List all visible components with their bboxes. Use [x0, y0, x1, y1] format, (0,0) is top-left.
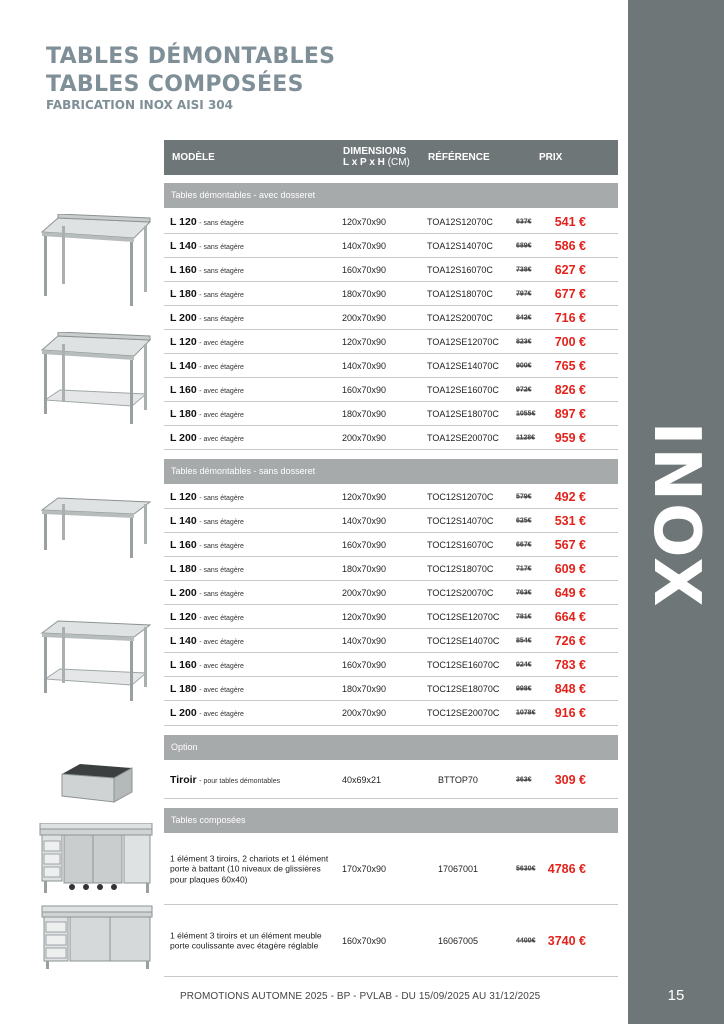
page-title-line1: TABLES DÉMONTABLES	[46, 44, 336, 69]
reference-cell: 17067001	[438, 863, 479, 874]
old-price: 363€	[516, 776, 532, 783]
old-price: 924€	[516, 661, 532, 668]
reference-cell: TOC12S14070C	[427, 515, 494, 526]
header-price: PRIX	[539, 152, 563, 163]
promo-price: 897 €	[554, 406, 586, 421]
dimensions-cell: 120x70x90	[342, 611, 387, 622]
promo-price: 959 €	[554, 430, 586, 445]
table-row	[164, 533, 618, 557]
dimensions-cell: 200x70x90	[342, 587, 387, 598]
promo-price: 826 €	[554, 382, 586, 397]
model-cell: L 120 - sans étagère	[170, 490, 244, 503]
old-price: 1055€	[516, 410, 536, 417]
reference-cell: TOA12SE12070C	[427, 336, 499, 347]
model-cell: L 180 - sans étagère	[170, 562, 244, 575]
footer-promo-text: PROMOTIONS AUTOMNE 2025 - BP - PVLAB - DU 15/09/2025 AU 31/12/2025	[180, 991, 541, 1002]
model-cell: L 160 - avec étagère	[170, 383, 244, 396]
old-price: 1128€	[516, 434, 536, 441]
promo-price: 783 €	[554, 657, 586, 672]
dimensions-cell: 140x70x90	[342, 635, 387, 646]
table-backsplash-image	[38, 214, 152, 310]
reference-cell: 16067005	[438, 935, 479, 946]
dimensions-cell: 160x70x90	[342, 659, 387, 670]
model-cell: Tiroir - pour tables démontables	[170, 773, 281, 786]
header-dimensions-line1: DIMENSIONS	[343, 146, 407, 157]
old-price: 854€	[516, 637, 532, 644]
table-row	[164, 282, 618, 306]
table-row	[164, 557, 618, 581]
model-cell: L 200 - sans étagère	[170, 586, 244, 599]
page-subtitle: FABRICATION INOX AISI 304	[46, 98, 233, 112]
table-row	[164, 306, 618, 330]
model-cell: L 200 - avec étagère	[170, 707, 244, 719]
dimensions-cell: 160x70x90	[342, 539, 387, 550]
table-row	[164, 402, 618, 426]
dimensions-cell: 120x70x90	[342, 491, 387, 502]
model-cell: L 160 - sans étagère	[170, 263, 244, 276]
promo-price: 492 €	[554, 489, 586, 504]
old-price: 842€	[516, 314, 532, 321]
reference-cell: TOC12S20070C	[427, 587, 494, 598]
table-row	[164, 509, 618, 533]
promo-price: 586 €	[554, 238, 586, 253]
old-price: 738€	[516, 266, 532, 273]
dimensions-cell: 200x70x90	[342, 312, 387, 323]
old-price: 823€	[516, 338, 532, 345]
promo-price: 848 €	[554, 681, 586, 696]
table-header	[164, 140, 618, 175]
description-cell: 1 élément 3 tiroirs, 2 chariots et 1 élément porte à battant (10 niveaux de glissières pour plaques 60x40)	[170, 852, 329, 884]
drawer-image	[60, 762, 134, 810]
page-number: 15	[667, 987, 685, 1004]
old-price: 625€	[516, 517, 532, 524]
table-row	[164, 653, 618, 677]
promo-price: 541 €	[554, 214, 586, 229]
table-row	[164, 354, 618, 378]
promo-price: 4786 €	[547, 861, 586, 876]
section-header: Tables composées	[164, 808, 618, 833]
promo-price: 700 €	[554, 334, 586, 349]
table-row	[164, 629, 618, 653]
description-cell: 1 élément 3 tiroirs et un élément meuble porte coulissante avec étagère réglable	[170, 930, 322, 951]
model-cell: L 120 - sans étagère	[170, 215, 244, 228]
section-header: Option	[164, 735, 618, 760]
section-header: Tables démontables - sans dosseret	[164, 459, 618, 484]
reference-cell: TOA12S20070C	[427, 312, 493, 323]
sidebar-word: INOX	[639, 421, 713, 609]
reference-cell: TOC12SE20070C	[427, 708, 500, 718]
reference-cell: TOC12S12070C	[427, 491, 494, 502]
reference-cell: TOA12SE14070C	[427, 360, 499, 371]
model-cell: L 200 - sans étagère	[170, 311, 244, 324]
model-cell: L 140 - sans étagère	[170, 239, 244, 252]
table-row	[164, 485, 618, 509]
old-price: 579€	[516, 493, 532, 500]
old-price: 5630€	[516, 865, 536, 872]
header-model: MODÈLE	[172, 152, 215, 163]
dimensions-cell: 160x70x90	[342, 935, 387, 946]
reference-cell: TOC12SE18070C	[427, 683, 500, 694]
dimensions-cell: 180x70x90	[342, 563, 387, 574]
promo-price: 716 €	[554, 310, 586, 325]
promo-price: 567 €	[554, 537, 586, 552]
reference-cell: TOA12SE20070C	[427, 432, 499, 443]
composed-table-trolleys-image	[38, 823, 154, 895]
table-row	[164, 701, 618, 726]
dimensions-cell: 140x70x90	[342, 240, 387, 251]
dimensions-cell: 180x70x90	[342, 408, 387, 419]
old-price: 900€	[516, 362, 532, 369]
old-price: 998€	[516, 685, 532, 692]
table-backsplash-shelf-image	[38, 332, 152, 428]
table-row	[164, 833, 618, 905]
model-cell: L 180 - avec étagère	[170, 407, 244, 420]
old-price: 717€	[516, 565, 532, 572]
header-dimensions-unit: (CM)	[387, 157, 410, 168]
reference-cell: TOC12SE12070C	[427, 611, 500, 622]
table-no-backsplash-image	[38, 494, 152, 560]
promo-price: 649 €	[554, 585, 586, 600]
promo-price: 765 €	[554, 358, 586, 373]
header-reference: RÉFÉRENCE	[428, 152, 490, 163]
table-row	[164, 426, 618, 450]
dimensions-cell: 200x70x90	[342, 432, 387, 443]
reference-cell: TOA12S16070C	[427, 264, 493, 275]
header-dimensions	[343, 146, 410, 168]
table-row	[164, 210, 618, 234]
old-price: 1078€	[516, 709, 536, 717]
table-no-backsplash-shelf-image	[38, 617, 152, 703]
reference-cell: TOA12S14070C	[427, 240, 493, 251]
dimensions-cell: 180x70x90	[342, 683, 387, 694]
table-row	[164, 581, 618, 605]
table-row	[164, 677, 618, 701]
old-price: 972€	[516, 386, 532, 393]
section-header: Tables démontables - avec dosseret	[164, 183, 618, 208]
reference-cell: TOC12SE16070C	[427, 659, 500, 670]
header-dimensions-line2: L x P x H	[343, 157, 385, 168]
promo-price: 677 €	[554, 286, 586, 301]
promo-price: 609 €	[554, 561, 586, 576]
promo-price: 3740 €	[547, 933, 586, 948]
reference-cell: TOC12S18070C	[427, 563, 494, 574]
model-cell: L 200 - avec étagère	[170, 431, 244, 444]
old-price: 689€	[516, 242, 532, 249]
old-price: 781€	[516, 613, 532, 620]
promo-price: 664 €	[554, 609, 586, 624]
reference-cell: TOC12S16070C	[427, 539, 494, 550]
dimensions-cell: 120x70x90	[342, 216, 387, 227]
reference-cell: TOA12SE18070C	[427, 408, 499, 419]
table-row	[164, 330, 618, 354]
reference-cell: TOC12SE14070C	[427, 635, 500, 646]
table-row	[164, 761, 618, 799]
model-cell: L 120 - avec étagère	[170, 610, 244, 623]
dimensions-cell: 200x70x90	[342, 708, 387, 718]
dimensions-cell: 120x70x90	[342, 336, 387, 347]
model-cell: L 120 - avec étagère	[170, 335, 244, 348]
old-price: 4400€	[516, 937, 536, 944]
promo-price: 916 €	[554, 706, 586, 720]
table-row	[164, 905, 618, 977]
table-row	[164, 378, 618, 402]
promo-price: 309 €	[554, 772, 586, 787]
reference-cell: TOA12SE16070C	[427, 384, 499, 395]
page-title-line2: TABLES COMPOSÉES	[46, 72, 304, 97]
model-cell: L 160 - avec étagère	[170, 658, 244, 671]
model-cell: L 160 - sans étagère	[170, 538, 244, 551]
dimensions-cell: 170x70x90	[342, 863, 387, 874]
old-price: 667€	[516, 541, 532, 548]
model-cell: L 140 - sans étagère	[170, 514, 244, 527]
promo-price: 726 €	[554, 633, 586, 648]
dimensions-cell: 140x70x90	[342, 515, 387, 526]
old-price: 797€	[516, 290, 532, 297]
old-price: 763€	[516, 589, 532, 596]
dimensions-cell: 140x70x90	[342, 360, 387, 371]
model-cell: L 140 - avec étagère	[170, 359, 244, 372]
composed-table-sliding-door-image	[40, 904, 154, 970]
model-cell: L 180 - avec étagère	[170, 682, 244, 695]
model-cell: L 180 - sans étagère	[170, 287, 244, 300]
table-row	[164, 605, 618, 629]
dimensions-cell: 180x70x90	[342, 288, 387, 299]
reference-cell: TOA12S12070C	[427, 216, 493, 227]
dimensions-cell: 160x70x90	[342, 384, 387, 395]
dimensions-cell: 160x70x90	[342, 264, 387, 275]
model-cell: L 140 - avec étagère	[170, 634, 244, 647]
reference-cell: TOA12S18070C	[427, 288, 493, 299]
table-row	[164, 258, 618, 282]
table-row	[164, 234, 618, 258]
promo-price: 627 €	[554, 262, 586, 277]
dimensions-cell: 40x69x21	[342, 774, 382, 785]
reference-cell: BTTOP70	[438, 774, 478, 785]
promo-price: 531 €	[554, 513, 586, 528]
old-price: 637€	[516, 218, 532, 225]
